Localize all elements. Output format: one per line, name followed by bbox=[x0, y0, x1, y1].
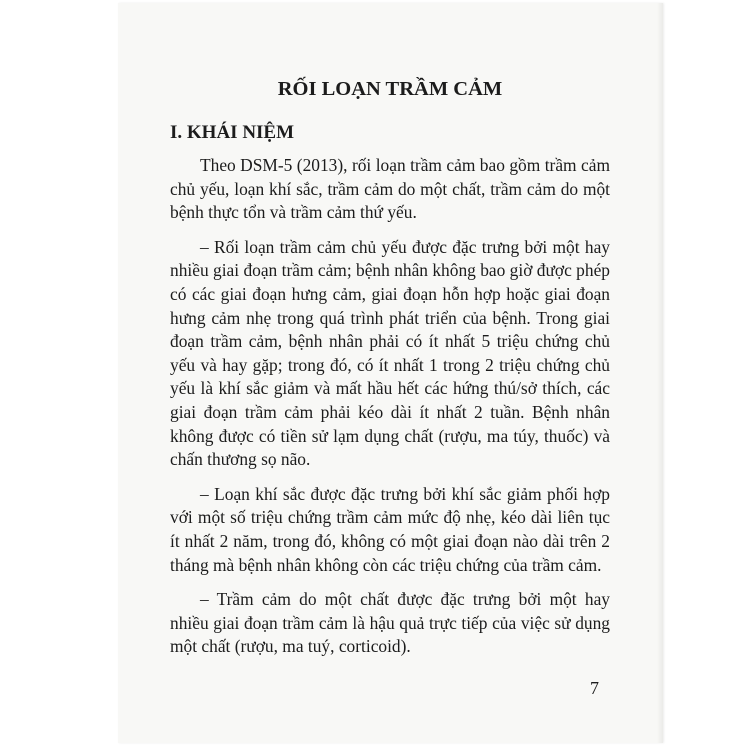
chapter-title: RỐI LOẠN TRẦM CẢM bbox=[277, 78, 503, 100]
page-number: 7 bbox=[590, 678, 599, 698]
paragraph-major-depression: – Rối loạn trầm cảm chủ yếu được đặc trưng bởi một hay nhiều giai đoạn trầm cảm; bệnh nhân không bao giờ được phép có các giai đoạn hưng cảm, giai đoạn hỗn hợp hoặc giai đoạn hưng cảm nhẹ trong quá trình phát triển của bệnh. Trong giai đoạn trầm cảm, bệnh nhân phải có ít nhất 5 triệu chứng chủ yếu và hay gặp; trong đó, có ít nhất 1 trong 2 triệu chứng chủ yếu là khí sắc giảm và mất hầu hết các hứng thú/sở thích, các giai đoạn trầm cảm phải kéo dài ít nhất 2 tuần. Bệnh nhân không được có tiền sử lạm dụng chất (rượu, ma túy, thuốc) và chấn thương sọ não. bbox=[170, 236, 610, 470]
paragraph-dysthymia: – Loạn khí sắc được đặc trưng bởi khí sắc giảm phối hợp với một số triệu chứng trầm cảm mức độ nhẹ, kéo dài liên tục ít nhất 2 năm, trong đó, không có một giai đoạn nào dài trên 2 tháng mà bệnh nhân không còn các triệu chứng của trầm cảm. bbox=[170, 483, 610, 575]
book-page bbox=[118, 3, 663, 743]
paragraph-intro: Theo DSM-5 (2013), rối loạn trầm cảm bao gồm trầm cảm chủ yếu, loạn khí sắc, trầm cảm do một chất, trầm cảm do một bệnh thực tổn và trầm cảm thứ yếu. bbox=[170, 155, 610, 223]
section-heading: I. KHÁI NIỆM bbox=[170, 122, 295, 143]
paragraph-substance-induced: – Trầm cảm do một chất được đặc trưng bởi một hay nhiều giai đoạn trầm cảm là hậu quả trực tiếp của việc sử dụng một chất (rượu, ma tuý, corticoid). bbox=[170, 589, 610, 657]
page-body bbox=[170, 75, 610, 670]
